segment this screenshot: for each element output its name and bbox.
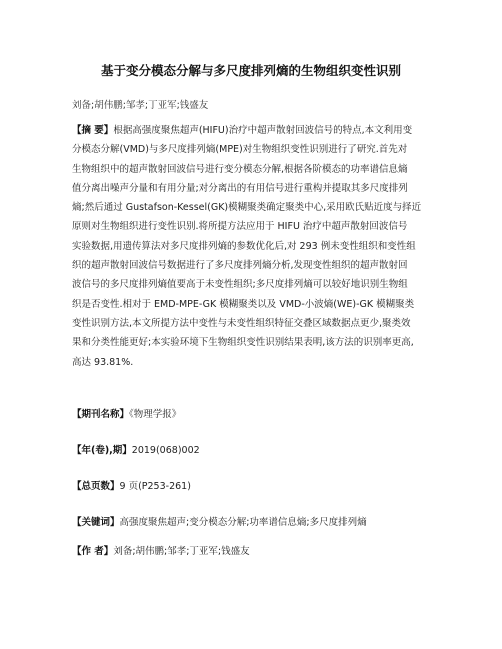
issue-value: 2019(068)002	[131, 445, 200, 456]
abstract-line: 值分离出噪声分量和有用分量;对分离出的有用信号进行重构并提取其多尺度排列	[72, 182, 408, 194]
author-field	[72, 543, 250, 557]
abstract-block	[72, 121, 434, 372]
pages-value: 9 页(P253-261)	[119, 481, 191, 492]
journal-field	[72, 406, 181, 420]
abstract-line: 织是否变性.相对于 EMD-MPE-GK 模糊聚类以及 VMD-小波熵(WE)-GK 模糊聚类	[72, 298, 415, 310]
abstract-line: 生物组织中的超声散射回波信号进行变分模态分解,根据各阶模态的功率谱信息熵	[72, 163, 408, 175]
abstract-line: 熵;然后通过 Gustafson-Kessel(GK)模糊聚类确定聚类中心,采用欧氏贴近度与择近	[72, 202, 422, 214]
abstract-line: 织的超声散射回波信号数据进行了多尺度排列熵分析,发现变性组织的超声散射回	[72, 260, 408, 272]
issue-field	[72, 442, 200, 456]
author-list: 刘备;胡伟鹏;邹孝;丁亚军;钱盛友	[72, 100, 209, 111]
abstract-line: 高达 93.81%.	[72, 356, 134, 368]
abstract-line: 波信号的多尺度排列熵值要高于未变性组织;多尺度排列熵可以较好地识别生物组	[72, 279, 408, 291]
keywords-label: 【关键词】	[72, 517, 120, 528]
abstract-line: 果和分类性能更好;本实验环境下生物组织变性识别结果表明,该方法的识别率更高,	[72, 337, 414, 349]
document-title: 基于变分模态分解与多尺度排列熵的生物组织变性识别	[100, 63, 401, 78]
abstract-label: 【摘 要】	[72, 125, 114, 136]
abstract-line: 分模态分解(VMD)与多尺度排列熵(MPE)对生物组织变性识别进行了研究.首先对	[72, 144, 408, 156]
pages-label: 【总页数】	[72, 481, 120, 492]
keywords-value: 高强度聚焦超声;变分模态分解;功率谱信息熵;多尺度排列熵	[119, 517, 367, 528]
abstract-line: 实验数据,用遗传算法对多尺度排列熵的参数优化后,对 293 例未变性组织和变性组	[72, 240, 416, 252]
journal-label: 【期刊名称】	[72, 409, 130, 420]
abstract-line: 【摘 要】根据高强度聚焦超声(HIFU)治疗中超声散射回波信号的特点,本文利用变	[72, 125, 413, 136]
author-field-label: 【作 者】	[72, 546, 114, 557]
abstract-line: 变性识别方法,本文所提方法中变性与未变性组织特征交叠区域数据点更少,聚类效	[72, 317, 411, 329]
author-field-value: 刘备;胡伟鹏;邹孝;丁亚军;钱盛友	[113, 546, 250, 557]
abstract-line: 原则对生物组织进行变性识别.将所提方法应用于 HIFU 治疗中超声散射回波信号	[72, 221, 408, 233]
journal-value: 《物理学报》	[129, 409, 182, 420]
keywords-field	[72, 514, 367, 528]
pages-field	[72, 478, 191, 492]
issue-label: 【年(卷),期】	[72, 445, 132, 456]
